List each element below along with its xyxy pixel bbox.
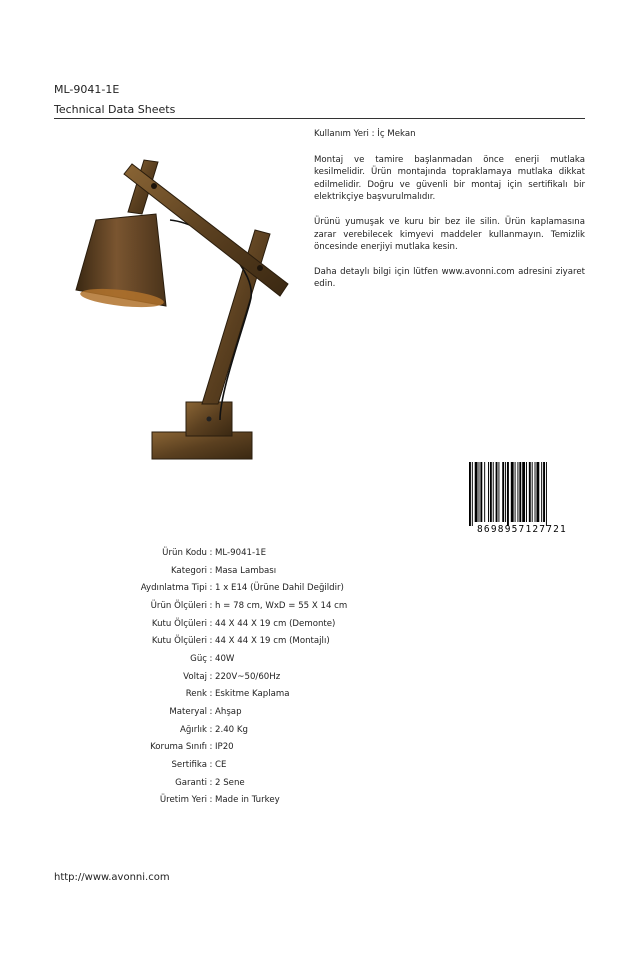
spec-separator: : <box>209 565 213 576</box>
spec-value: 220V~50/60Hz <box>215 671 281 682</box>
spec-value: 2.40 Kg <box>215 724 248 735</box>
spec-label: Ürün Ölçüleri <box>150 600 207 611</box>
barcode-bar <box>479 462 480 522</box>
footer-website: http://www.avonni.com <box>54 872 170 883</box>
spec-label: Materyal <box>169 707 207 718</box>
barcode-bar <box>496 462 498 522</box>
spec-separator: : <box>209 583 213 594</box>
spec-label: Ürün Kodu <box>162 547 207 558</box>
barcode-bar <box>507 462 509 526</box>
barcode-bar <box>535 462 536 522</box>
spec-value: IP20 <box>215 742 234 753</box>
barcode-bar <box>475 462 478 522</box>
spec-value: h = 78 cm, WxD = 55 X 14 cm <box>215 600 348 611</box>
barcode-bar <box>505 462 506 522</box>
spec-row <box>54 739 454 757</box>
spec-separator: : <box>209 760 213 771</box>
spec-row <box>54 756 454 774</box>
barcode-bar <box>511 462 514 522</box>
barcode-bar <box>502 462 504 522</box>
spec-label: Kutu Ölçüleri <box>151 636 207 647</box>
spec-value: 2 Sene <box>215 777 245 788</box>
lamp-base-screw <box>207 417 212 422</box>
spec-value: Masa Lambası <box>215 565 277 576</box>
product-photo <box>70 152 300 468</box>
barcode-bar <box>493 462 494 522</box>
spec-value: 44 X 44 X 19 cm (Demonte) <box>215 618 336 629</box>
spec-row <box>54 579 454 597</box>
barcode-bar <box>490 462 492 522</box>
spec-label: Renk <box>185 689 207 700</box>
arm-bolt-top <box>151 183 157 189</box>
spec-row <box>54 703 454 721</box>
safety-paragraph: Montaj ve tamire başlanmadan önce enerji mutlaka kesilmelidir. Ürün montajında topraklamaya mutlaka dikkat edilmelidir. Doğru ve güvenli bir montaj için sertifikalı bir elektrikçiye başvurulmalıdır. <box>314 154 585 203</box>
barcode-bar <box>480 462 482 522</box>
barcode-bar <box>529 462 531 522</box>
header-divider <box>54 118 585 119</box>
spec-label: Sertifika <box>171 760 207 771</box>
spec-separator: : <box>209 795 213 806</box>
spec-row <box>54 650 454 668</box>
barcode-bars <box>469 462 547 526</box>
spec-value: Eskitme Kaplama <box>215 689 290 700</box>
spec-separator: : <box>209 724 213 735</box>
spec-label: Aydınlatma Tipi <box>140 583 207 594</box>
barcode-bar <box>536 462 539 522</box>
barcode-bar <box>469 462 471 526</box>
barcode-digits: 8698957127721 <box>477 524 567 534</box>
barcode-bar <box>498 462 499 522</box>
spec-label: Ağırlık <box>179 724 207 735</box>
spec-row <box>54 686 454 704</box>
spec-label: Üretim Yeri <box>159 795 207 806</box>
spec-row <box>54 721 454 739</box>
spec-row <box>54 774 454 792</box>
barcode-bar <box>541 462 542 522</box>
spec-row <box>54 792 454 810</box>
spec-table <box>54 544 454 809</box>
spec-label: Garanti <box>175 777 207 788</box>
product-code-title: ML-9041-1E <box>54 83 120 96</box>
spec-value: 40W <box>215 653 235 664</box>
spec-value: Made in Turkey <box>215 795 280 806</box>
spec-separator: : <box>209 636 213 647</box>
website-paragraph: Daha detaylı bilgi için lütfen www.avonni.com adresini ziyaret edin. <box>314 266 585 290</box>
spec-separator: : <box>209 618 213 629</box>
spec-row <box>54 668 454 686</box>
spec-value: CE <box>215 760 227 771</box>
spec-row <box>54 632 454 650</box>
cleaning-paragraph: Ürünü yumuşak ve kuru bir bez ile silin. Ürün kaplamasına zarar verebilecek kimyevi maddeler kullanmayın. Temizlik öncesinde enerjiyi mutlaka kesin. <box>314 216 585 253</box>
barcode-bar <box>472 462 473 526</box>
spec-separator: : <box>209 547 213 558</box>
spec-label: Güç <box>190 653 207 664</box>
spec-separator: : <box>209 600 213 611</box>
spec-value: 1 x E14 (Ürüne Dahil Değildir) <box>215 583 344 594</box>
spec-separator: : <box>209 671 213 682</box>
barcode-bar <box>488 462 489 522</box>
barcode-bar <box>515 462 516 522</box>
spec-separator: : <box>209 777 213 788</box>
spec-label: Koruma Sınıfı <box>150 742 207 753</box>
barcode-bar <box>526 462 527 522</box>
spec-separator: : <box>209 707 213 718</box>
spec-row <box>54 562 454 580</box>
spec-label: Kutu Ölçüleri <box>151 618 207 629</box>
barcode-bar <box>519 462 521 522</box>
barcode-bar <box>532 462 533 522</box>
spec-separator: : <box>209 742 213 753</box>
info-block <box>314 128 585 303</box>
barcode-bar <box>543 462 545 522</box>
spec-value: Ahşap <box>215 707 242 718</box>
spec-row <box>54 544 454 562</box>
barcode <box>459 462 585 534</box>
arm-bolt-joint <box>257 265 263 271</box>
usage-location: Kullanım Yeri : İç Mekan <box>314 129 416 139</box>
spec-value: ML-9041-1E <box>215 547 267 558</box>
barcode-bar <box>517 462 518 522</box>
spec-separator: : <box>209 653 213 664</box>
document-subtitle: Technical Data Sheets <box>54 103 176 116</box>
spec-value: 44 X 44 X 19 cm (Montajlı) <box>215 636 330 647</box>
barcode-bar <box>484 462 485 522</box>
spec-row <box>54 597 454 615</box>
barcode-bar <box>522 462 525 522</box>
spec-separator: : <box>209 689 213 700</box>
spec-label: Kategori <box>170 565 207 576</box>
spec-row <box>54 615 454 633</box>
spec-label: Voltaj <box>183 671 207 682</box>
barcode-bar <box>546 462 547 526</box>
